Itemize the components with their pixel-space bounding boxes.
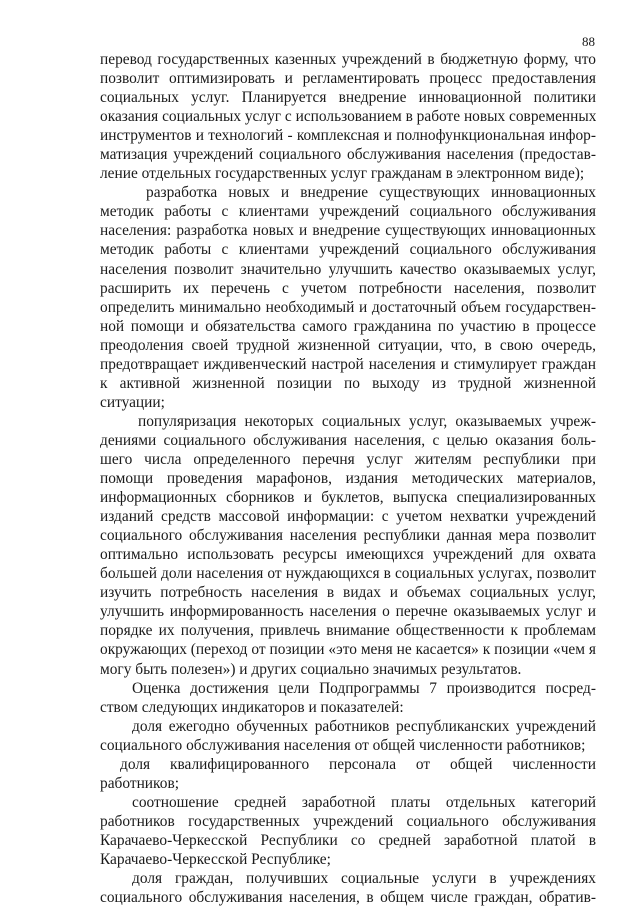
text-line: доля ежегодно обученных работников республиканских учреждений: [132, 717, 596, 735]
text-line: ством следующих индикаторов и показателей:: [100, 698, 404, 716]
text-line: соотношение средней заработной платы отдельных категорий: [132, 793, 596, 811]
text-line: порядке их получения, привлечь внимание общественности к проблемам: [100, 622, 596, 640]
page-number: 88: [582, 34, 595, 49]
text-line: матизация учреждений социального обслуживания населения (предостав-: [100, 146, 596, 164]
text-line: дениями социального обслуживания населения, с целью оказания боль-: [100, 431, 596, 449]
document-body: [100, 50, 596, 907]
text-line: разработка новых и внедрение существующих инновационных: [146, 184, 596, 202]
text-line: популяризация некоторых социальных услуг, оказываемых учреж-: [138, 412, 596, 430]
text-line: большей доли населения от нуждающихся в социальных услугах, позволит: [100, 565, 596, 583]
text-line: могу быть полезен») и других социально значимых результатов.: [100, 660, 522, 678]
text-line: Карачаево-Черкесской Республике;: [100, 850, 331, 868]
text-line: позволит оптимизировать и регламентировать процесс предоставления: [100, 70, 596, 88]
text-line: изданий средств массовой информации: с учетом нехватки учреждений: [100, 508, 596, 526]
text-line: населения позволит значительно улучшить качество оказываемых услуг,: [100, 260, 596, 278]
text-line: помощи проведения марафонов, издания методических материалов,: [100, 470, 596, 488]
text-line: инструментов и технологий - комплексная и полнофункциональная инфор-: [100, 127, 596, 145]
text-line: преодоления своей трудной жизненной ситуации, что, в свою очередь,: [100, 336, 596, 354]
text-line: населения: разработка новых и внедрение существующих инновационных: [100, 222, 596, 240]
text-line: Оценка достижения цели Подпрограммы 7 производится посред-: [132, 679, 596, 697]
text-line: оказания социальных услуг с использованием в работе новых современных: [100, 108, 596, 126]
text-line: информационных сборников и буклетов, выпуска специализированных: [100, 489, 596, 507]
text-line: улучшить информированность населения о перечне оказываемых услуг и: [100, 603, 596, 621]
text-line: Карачаево-Черкесской Республики со средней заработной платой в: [100, 831, 596, 849]
text-line: ной помощи и обязательства самого гражданина по участию в процессе: [100, 317, 596, 335]
text-line: ление отдельных государственных услуг гражданам в электронном виде);: [100, 165, 585, 183]
text-line: изучить потребность населения в видах и объемах социальных услуг,: [100, 584, 596, 602]
text-line: работников;: [100, 774, 179, 792]
text-line: методик работы с клиентами учреждений социального обслуживания: [100, 203, 596, 221]
text-line: работников государственных учреждений социального обслуживания: [100, 812, 596, 830]
text-line: социальных услуг. Планируется внедрение инновационной политики: [100, 89, 596, 107]
text-line: методик работы с клиентами учреждений социального обслуживания: [100, 241, 596, 259]
text-line: оптимально использовать ресурсы имеющихся учреждений для охвата: [100, 546, 596, 564]
text-line: перевод государственных казенных учреждений в бюджетную форму, что: [100, 51, 596, 68]
text-line: доля квалифицированного персонала от общей численности: [120, 755, 596, 773]
text-line: шего числа определенного перечня услуг жителям республики при: [100, 450, 596, 468]
text-line: социального обслуживания населения, в общем числе граждан, обратив-: [100, 889, 596, 907]
text-line: к активной жизненной позиции по выходу из трудной жизненной: [100, 374, 596, 392]
text-line: окружающих (переход от позиции «это меня не касается» к позиции «чем я: [100, 641, 596, 659]
text-line: предотвращает иждивенческий настрой населения и стимулирует граждан: [100, 355, 596, 373]
text-line: социального обслуживания населения от общей численности работников;: [100, 736, 586, 754]
text-line: доля граждан, получивших социальные услуги в учреждениях: [132, 870, 596, 888]
text-line: расширить их перечень с учетом потребности населения, позволит: [100, 279, 596, 297]
text-line: ситуации;: [100, 393, 165, 411]
text-line: социального обслуживания населения республики данная мера позволит: [100, 527, 596, 545]
text-line: определить минимально необходимый и достаточный объем государствен-: [100, 298, 596, 316]
